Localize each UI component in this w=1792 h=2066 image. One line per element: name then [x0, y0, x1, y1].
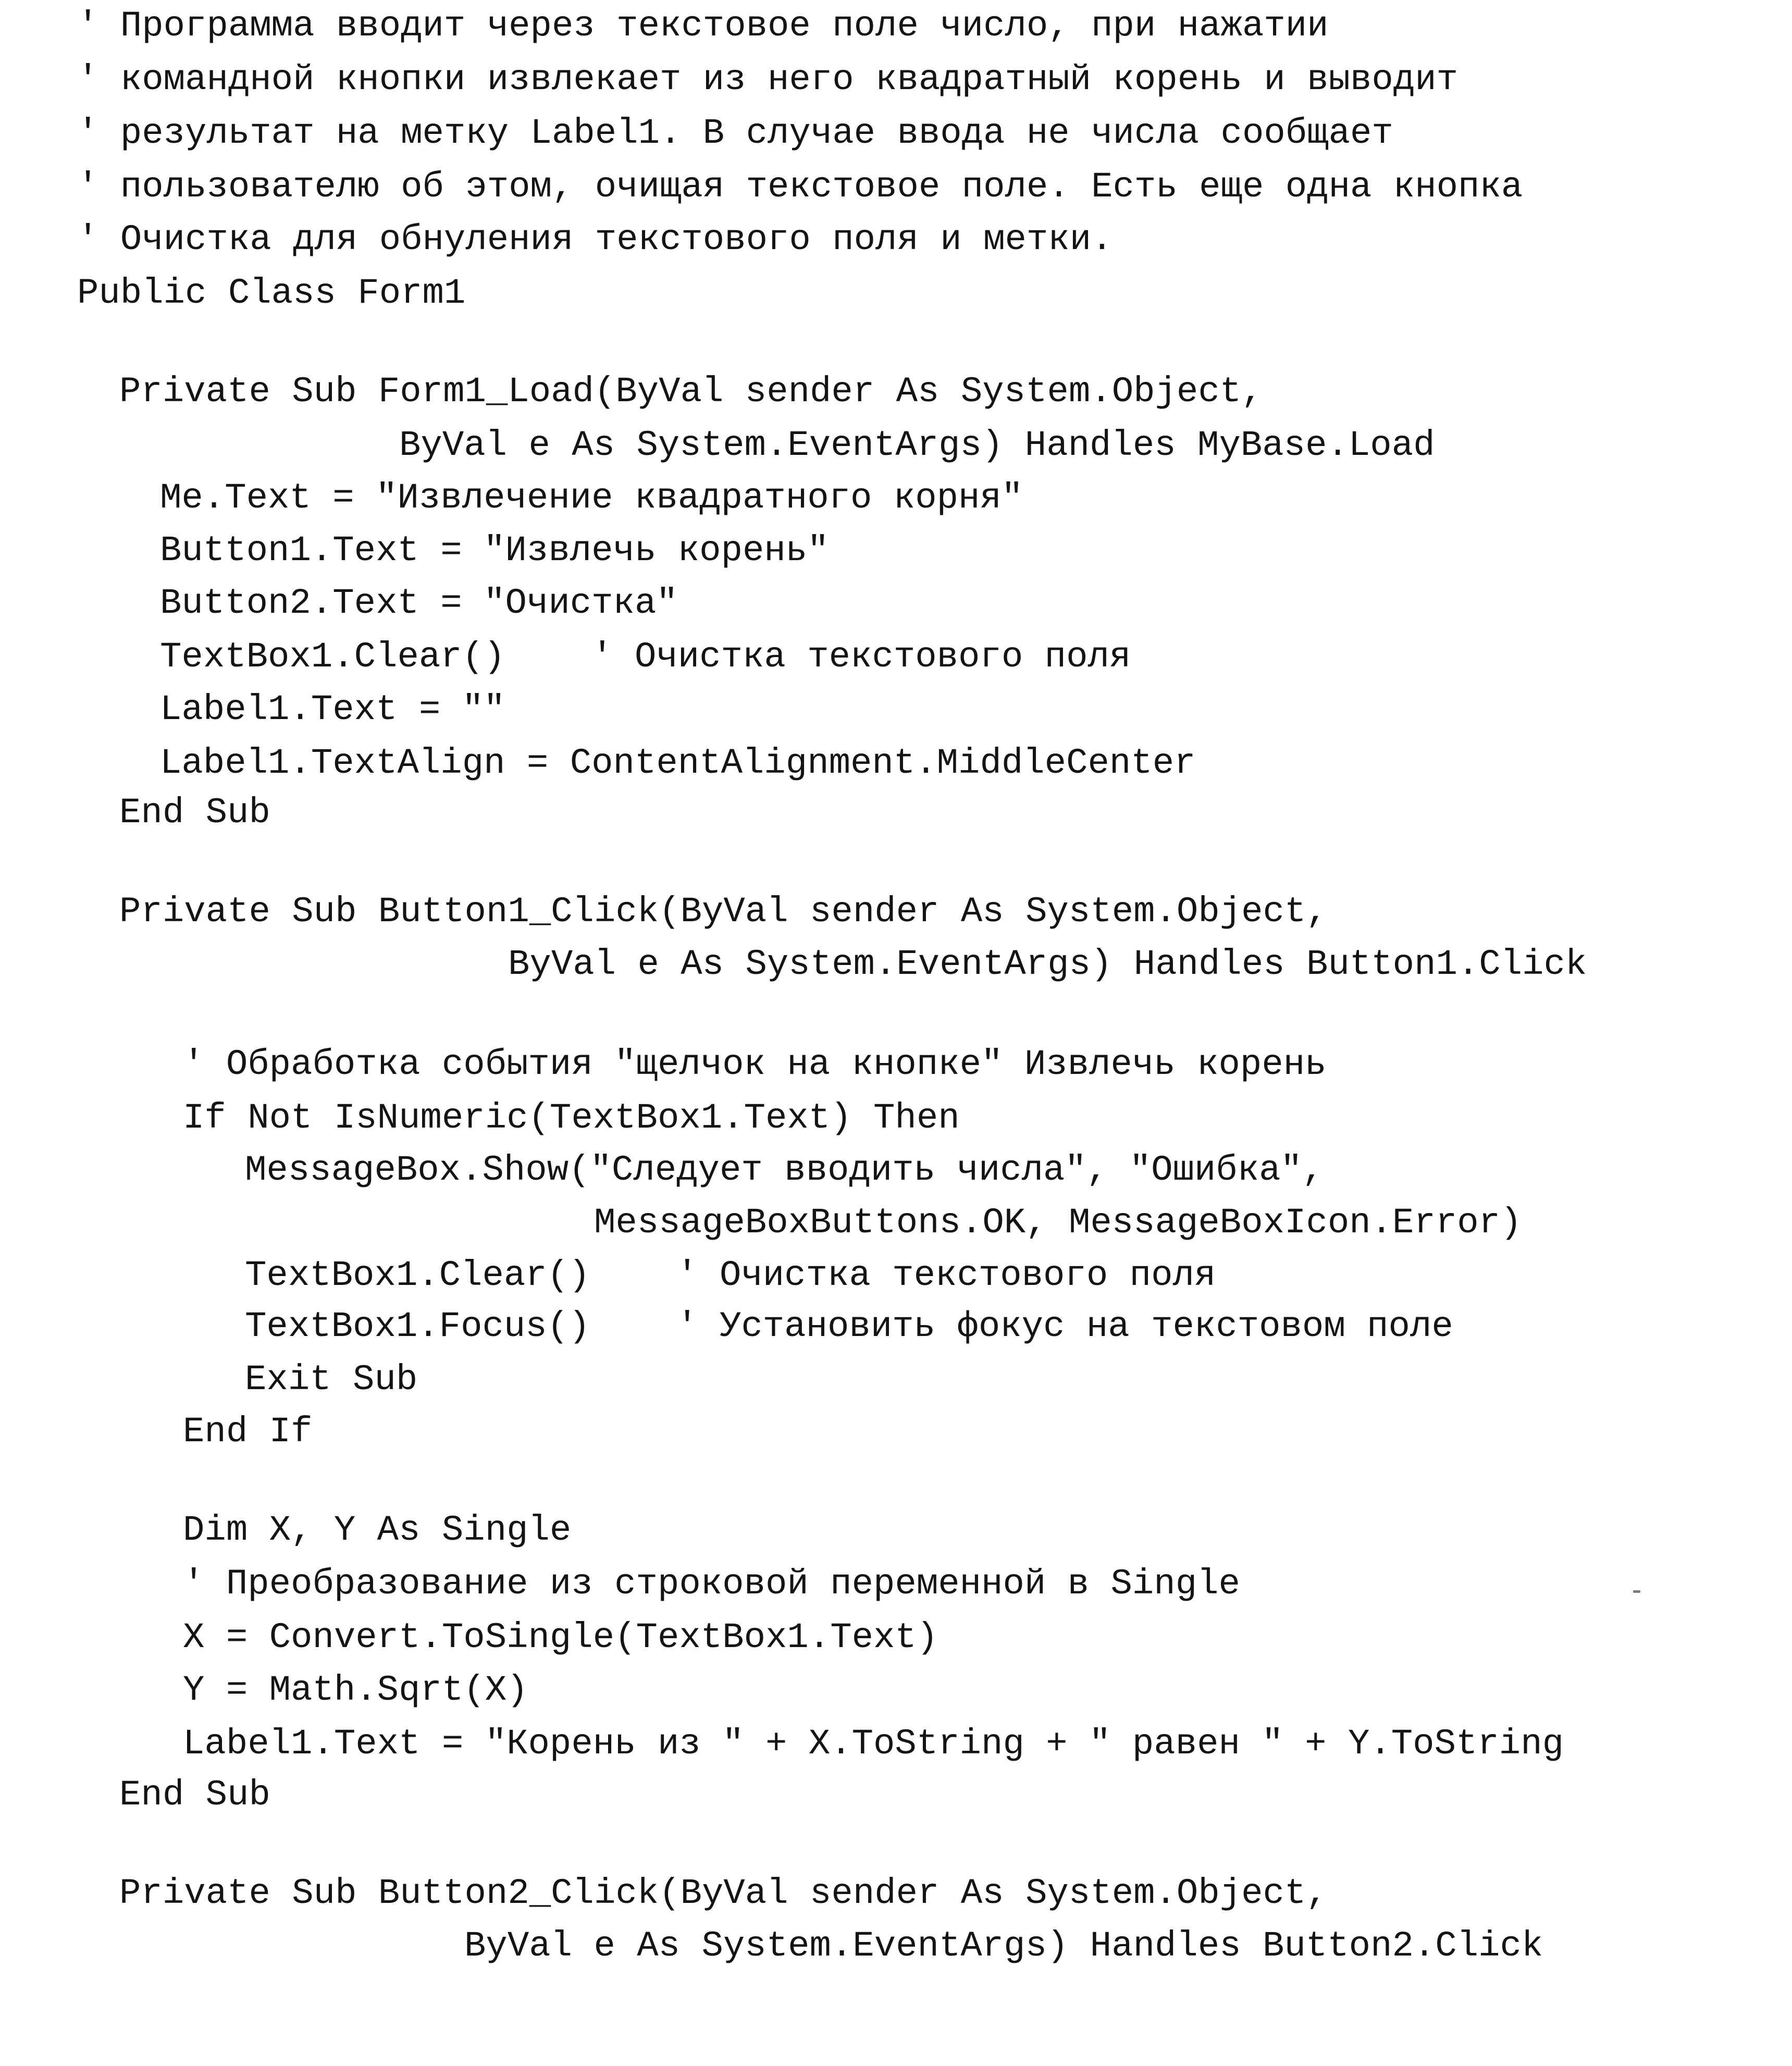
click-handler-comment: ' Обработка события "щелчок на кнопке" Извлечь корень: [183, 1044, 1327, 1085]
messagebox-show-line-cont: MessageBoxButtons.OK, MessageBoxIcon.Error): [594, 1203, 1522, 1243]
label-clear-line: Label1.Text = "": [160, 689, 505, 730]
form1-load-signature: Private Sub Form1_Load(ByVal sender As System.Object,: [119, 372, 1263, 412]
button1-click-signature-cont: ByVal e As System.EventArgs) Handles Button1.Click: [508, 944, 1587, 985]
textbox-clear-line: TextBox1.Clear() ' Очистка текстового поля: [160, 637, 1131, 677]
if-not-numeric-line: If Not IsNumeric(TextBox1.Text) Then: [183, 1098, 960, 1139]
end-sub-2: End Sub: [119, 1775, 270, 1815]
comment-line-1: ' Программа вводит через текстовое поле число, при нажатии: [77, 6, 1329, 46]
set-button2-text-line: Button2.Text = "Очистка": [160, 583, 678, 624]
comment-line-4: ' пользователю об этом, очищая текстовое поле. Есть еще одна кнопка: [77, 167, 1523, 207]
exit-sub-line: Exit Sub: [245, 1359, 418, 1400]
comment-line-5: ' Очистка для обнуления текстового поля и метки.: [77, 219, 1113, 260]
button2-click-signature-cont: ByVal e As System.EventArgs) Handles Button2.Click: [464, 1926, 1543, 1966]
set-form-title-line: Me.Text = "Извлечение квадратного корня": [160, 478, 1023, 518]
comment-line-2: ' командной кнопки извлекает из него квадратный корень и выводит: [77, 59, 1459, 100]
set-button1-text-line: Button1.Text = "Извлечь корень": [160, 530, 829, 571]
button1-click-signature: Private Sub Button1_Click(ByVal sender As System.Object,: [119, 892, 1328, 932]
scan-speck: [1633, 1590, 1640, 1593]
conversion-comment: ' Преобразование из строковой переменной в Single: [183, 1564, 1240, 1604]
label-result-line: Label1.Text = "Корень из " + X.ToString + " равен " + Y.ToString: [183, 1724, 1564, 1764]
class-declaration: Public Class Form1: [77, 273, 466, 314]
end-if-line: End If: [183, 1412, 313, 1452]
textbox-focus-line: TextBox1.Focus() ' Установить фокус на текстовом поле: [245, 1306, 1453, 1347]
form1-load-signature-cont: ByVal e As System.EventArgs) Handles MyBase.Load: [399, 425, 1435, 466]
textbox-clear-line-2: TextBox1.Clear() ' Очистка текстового поля: [245, 1255, 1216, 1296]
convert-line: X = Convert.ToSingle(TextBox1.Text): [183, 1617, 938, 1658]
dim-line: Dim X, Y As Single: [183, 1510, 572, 1551]
label-align-line: Label1.TextAlign = ContentAlignment.MiddleCenter: [160, 743, 1196, 784]
end-sub-1: End Sub: [119, 793, 270, 833]
sqrt-line: Y = Math.Sqrt(X): [183, 1670, 528, 1711]
messagebox-show-line: MessageBox.Show("Следует вводить числа", "Ошибка",: [245, 1150, 1324, 1191]
button2-click-signature: Private Sub Button2_Click(ByVal sender As System.Object,: [119, 1873, 1328, 1914]
comment-line-3: ' результат на метку Label1. В случае ввода не числа сообщает: [77, 113, 1393, 154]
